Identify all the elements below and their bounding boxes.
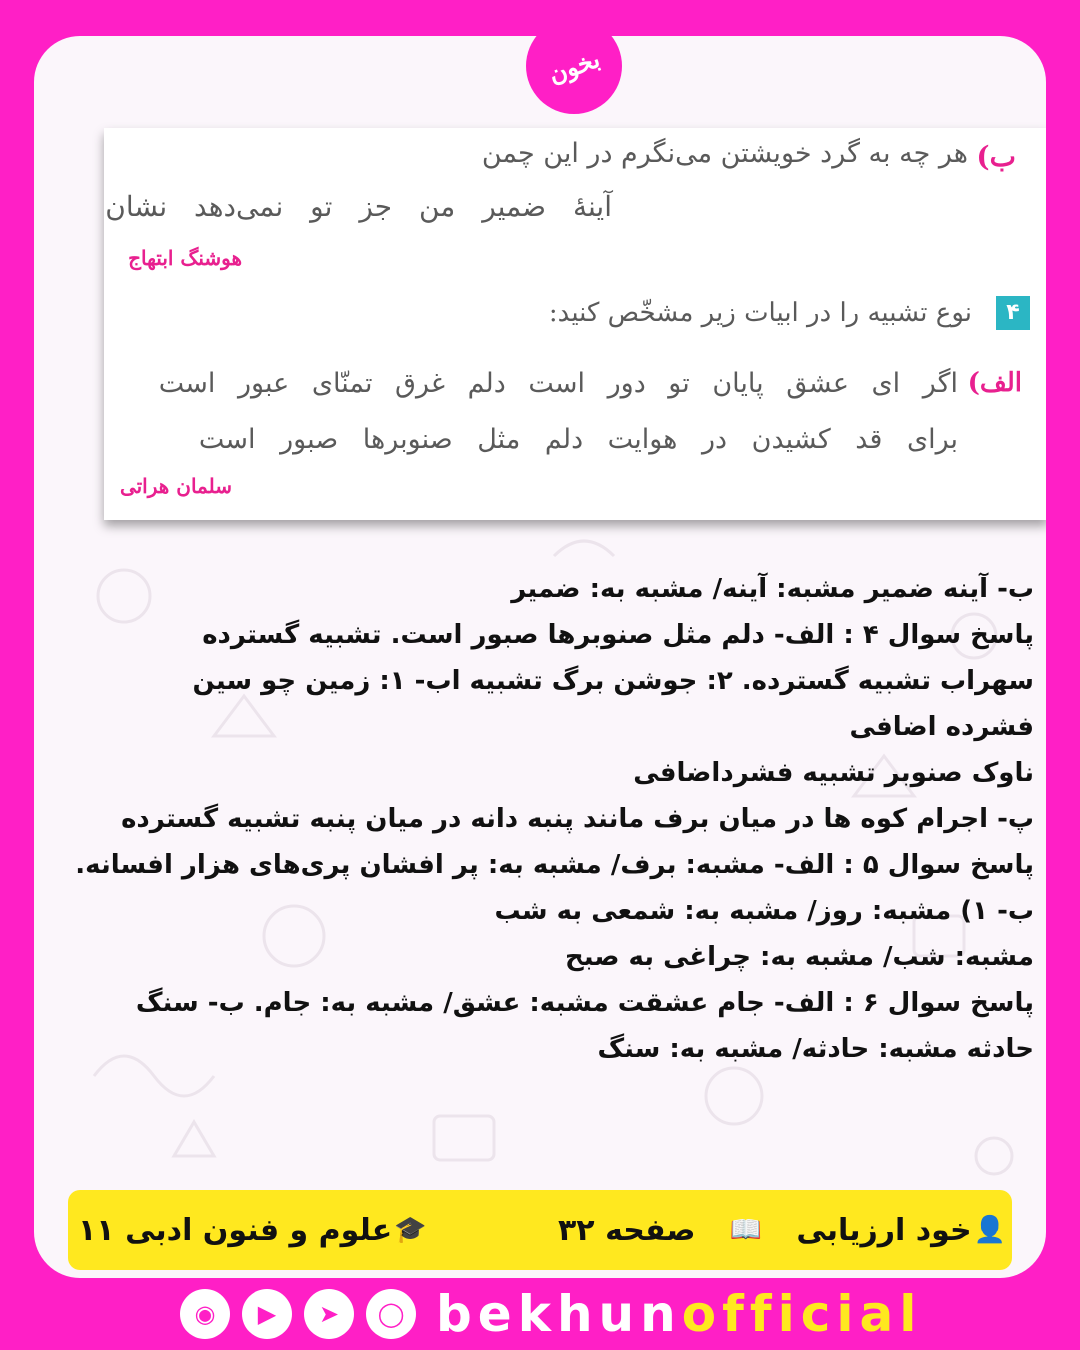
answer-text-block xyxy=(34,566,1034,1072)
brand-part-1: bekhun xyxy=(436,1285,682,1343)
self-assessment-text: خود ارزیابی xyxy=(796,1212,972,1248)
brand-part-2: official xyxy=(681,1285,923,1343)
part-a-label: الف) xyxy=(967,368,1022,398)
logo-text: بخون xyxy=(544,43,604,89)
poet-name-1: هوشنگ ابتهاج xyxy=(128,246,242,270)
answer-line: سهراب تشبیه گسترده. ۲: جوشن برگ تشبیه اب- ۱: زمین چو سین xyxy=(192,666,1034,696)
poem-a-line-2: برای قد کشیدن در هوایت دلم مثل صنوبرها صبور است xyxy=(198,424,958,455)
question-number-badge: ۴ xyxy=(996,296,1030,330)
answer-line: پاسخ سوال ۶ : الف- جام عشقت مشبه: عشق/ مشبه به: جام. ب- سنگ xyxy=(135,988,1034,1018)
instagram-icon[interactable]: ◯ xyxy=(366,1289,416,1339)
poem-b-line-2: آینهٔ ضمیر من جز تو نمی‌دهد نشان xyxy=(105,190,612,223)
logo xyxy=(519,36,629,128)
info-bar xyxy=(68,1190,1012,1270)
answer-line: پ- اجرام کوه ها در میان برف مانند پنبه دانه در میان پنبه تشبیه گسترده xyxy=(121,804,1034,834)
graduation-cap-icon: 🎓 xyxy=(394,1215,427,1245)
answer-line: ناوک صنوبر تشبیه فشرداضافی xyxy=(633,758,1034,788)
poem-b-line-1: هر چه به گرد خویشتن می‌نگرم در این چمن xyxy=(481,138,968,169)
telegram-icon[interactable]: ➤ xyxy=(304,1289,354,1339)
answer-line: پاسخ سوال ۴ : الف- دلم مثل صنوبرها صبور است. تشبیه گسترده xyxy=(202,620,1034,650)
answer-line: مشبه: شب/ مشبه به: چراغی به صبح xyxy=(565,942,1034,972)
youtube-icon[interactable]: ▶ xyxy=(242,1289,292,1339)
answer-line: پاسخ سوال ۵ : الف- مشبه: برف/ مشبه به: پر افشان پری‌های هزار افسانه. xyxy=(75,850,1034,880)
page-label xyxy=(558,1190,762,1270)
subject-text: علوم و فنون ادبی ۱۱ xyxy=(78,1212,393,1248)
film-reel-icon[interactable]: ◉ xyxy=(180,1289,230,1339)
answer-line: ب- آینه ضمیر مشبه: آینه/ مشبه به: ضمیر xyxy=(511,574,1034,604)
open-book-icon: 📖 xyxy=(729,1215,762,1245)
question-text: نوع تشبیه را در ابیات زیر مشخّص کنید: xyxy=(548,298,972,328)
answer-line: فشرده اضافی xyxy=(849,712,1034,742)
page-text: صفحه ۳۲ xyxy=(558,1212,696,1248)
subject-label xyxy=(78,1190,427,1270)
textbook-excerpt xyxy=(104,128,1046,520)
logo-badge xyxy=(526,36,622,114)
self-assessment-label xyxy=(796,1190,1006,1270)
teacher-icon: 👤 xyxy=(973,1215,1006,1245)
social-strip xyxy=(180,1286,922,1342)
answer-line: ب- ۱) مشبه: روز/ مشبه به: شمعی به شب xyxy=(494,896,1034,926)
poet-name-2: سلمان هراتی xyxy=(119,474,232,498)
part-b-label: ب) xyxy=(976,140,1016,173)
brand-handle[interactable] xyxy=(436,1285,922,1343)
poem-a-line-1: اگر ای عشق پایان تو دور است دلم غرق تمنّای عبور است xyxy=(158,368,958,399)
answer-line: حادثه مشبه: حادثه/ مشبه به: سنگ xyxy=(597,1034,1034,1064)
